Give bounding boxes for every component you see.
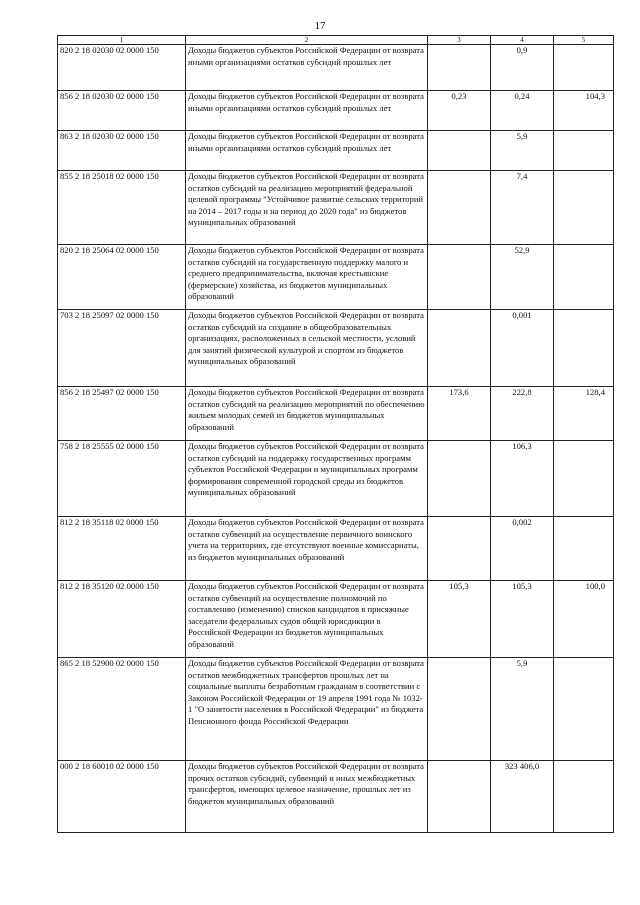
value-col4: 52,9 (491, 245, 554, 310)
column-header: 5 (554, 36, 614, 45)
value-col4: 5,9 (491, 131, 554, 171)
budget-code: 863 2 18 02030 02 0000 150 (58, 131, 186, 171)
table-row (58, 658, 614, 761)
page-number: 17 (314, 20, 326, 32)
value-col3: 0,23 (428, 91, 491, 131)
value-col4: 106,3 (491, 441, 554, 517)
value-col5 (554, 310, 614, 387)
value-col4: 5,9 (491, 658, 554, 761)
revenue-description: Доходы бюджетов субъектов Российской Федерации от возврата иными организациями остатков субсидий прошлых лет (186, 91, 428, 131)
table-row (58, 245, 614, 310)
revenue-description: Доходы бюджетов субъектов Российской Федерации от возврата прочих остатков субсидий, субвенций и иных межбюджетных трансфертов, имеющих целевое назначение, прошлых лет из бюджетов муниципальных образований (186, 761, 428, 833)
value-col3 (428, 171, 491, 245)
budget-code: 812 2 18 35120 02 0000 150 (58, 581, 186, 658)
value-col5 (554, 517, 614, 581)
value-col5: 128,4 (554, 387, 614, 441)
value-col3: 173,6 (428, 387, 491, 441)
budget-code: 703 2 18 25097 02 0000 150 (58, 310, 186, 387)
revenue-description: Доходы бюджетов субъектов Российской Федерации от возврата остатков субвенций на осуществление первичного воинского учета на территориях, где отсутствуют военные комиссариаты, из бюджетов муниципальных образований (186, 517, 428, 581)
value-col5 (554, 441, 614, 517)
value-col5 (554, 658, 614, 761)
value-col3: 105,3 (428, 581, 491, 658)
value-col3 (428, 517, 491, 581)
value-col5 (554, 761, 614, 833)
table-row (58, 581, 614, 658)
column-header: 1 (58, 36, 186, 45)
value-col5 (554, 45, 614, 91)
revenue-description: Доходы бюджетов субъектов Российской Федерации от возврата остатков субсидий на реализацию мероприятий по обеспечению жильем молодых семей из бюджетов муниципальных образований (186, 387, 428, 441)
value-col4: 105,3 (491, 581, 554, 658)
budget-code: 855 2 18 25018 02 0000 150 (58, 171, 186, 245)
table-row (58, 171, 614, 245)
column-header: 4 (491, 36, 554, 45)
budget-code: 820 2 18 25064 02 0000 150 (58, 245, 186, 310)
budget-code: 856 2 18 25497 02 0000 150 (58, 387, 186, 441)
column-header: 3 (428, 36, 491, 45)
revenue-description: Доходы бюджетов субъектов Российской Федерации от возврата остатков субсидий на государственную поддержку малого и среднего предпринимательства, включая крестьянские (фермерские) хозяйства, из бюджетов муниципальных образований (186, 245, 428, 310)
value-col3 (428, 310, 491, 387)
revenue-description: Доходы бюджетов субъектов Российской Федерации от возврата остатков межбюджетных трансфертов прошлых лет на социальные выплаты безработным гражданам в соответствии с Законом Российской Федерации от 19 апреля 1991 года № 1032-1 "О занятости населения в Российской Федерации" из бюджета Пенсионного фонда Российской Федерации (186, 658, 428, 761)
revenue-description: Доходы бюджетов субъектов Российской Федерации от возврата иными организациями остатков субсидий прошлых лет (186, 131, 428, 171)
value-col4: 0,001 (491, 310, 554, 387)
table-row (58, 310, 614, 387)
table-row (58, 387, 614, 441)
revenue-description: Доходы бюджетов субъектов Российской Федерации от возврата остатков субсидий на создание в общеобразовательных организациях, расположенных в сельской местности, условий для занятий физической культурой и спортом из бюджетов муниципальных образований (186, 310, 428, 387)
value-col3 (428, 245, 491, 310)
value-col4: 0,002 (491, 517, 554, 581)
table-row (58, 761, 614, 833)
value-col5: 100,0 (554, 581, 614, 658)
revenue-description: Доходы бюджетов субъектов Российской Федерации от возврата остатков субсидий на реализацию мероприятий федеральной целевой программы "Устойчивое развитие сельских территорий на 2014 – 2017 годы и на период до 2020 года" из бюджетов муниципальных образований (186, 171, 428, 245)
budget-code: 820 2 18 02030 02 0000 150 (58, 45, 186, 91)
value-col5 (554, 245, 614, 310)
budget-revenue-table (57, 35, 614, 833)
column-number-row (58, 36, 614, 45)
value-col4: 7,4 (491, 171, 554, 245)
value-col3 (428, 761, 491, 833)
value-col4: 323 406,0 (491, 761, 554, 833)
revenue-description: Доходы бюджетов субъектов Российской Федерации от возврата остатков субвенций на осуществление полномочий по составлению (изменению) списков кандидатов в присяжные заседатели федеральных судов общей юрисдикции в Российской Федерации из бюджетов муниципальных образований (186, 581, 428, 658)
budget-code: 000 2 18 60010 02 0000 150 (58, 761, 186, 833)
revenue-description: Доходы бюджетов субъектов Российской Федерации от возврата остатков субсидий на поддержку государственных программ субъектов Российской Федерации и муниципальных программ формирования современной городской среды из бюджетов муниципальных образований (186, 441, 428, 517)
budget-code: 758 2 18 25555 02 0000 150 (58, 441, 186, 517)
value-col3 (428, 658, 491, 761)
value-col3 (428, 45, 491, 91)
table-row (58, 517, 614, 581)
column-header: 2 (186, 36, 428, 45)
value-col4: 0,9 (491, 45, 554, 91)
table-row (58, 91, 614, 131)
budget-code: 865 2 18 52900 02 0000 150 (58, 658, 186, 761)
value-col5 (554, 131, 614, 171)
value-col5: 104,3 (554, 91, 614, 131)
value-col5 (554, 171, 614, 245)
value-col3 (428, 131, 491, 171)
budget-code: 856 2 18 02030 02 0000 150 (58, 91, 186, 131)
budget-code: 812 2 18 35118 02 0000 150 (58, 517, 186, 581)
revenue-description: Доходы бюджетов субъектов Российской Федерации от возврата иными организациями остатков субсидий прошлых лет (186, 45, 428, 91)
value-col3 (428, 441, 491, 517)
table-row (58, 45, 614, 91)
value-col4: 0,24 (491, 91, 554, 131)
table-row (58, 131, 614, 171)
value-col4: 222,8 (491, 387, 554, 441)
table-row (58, 441, 614, 517)
